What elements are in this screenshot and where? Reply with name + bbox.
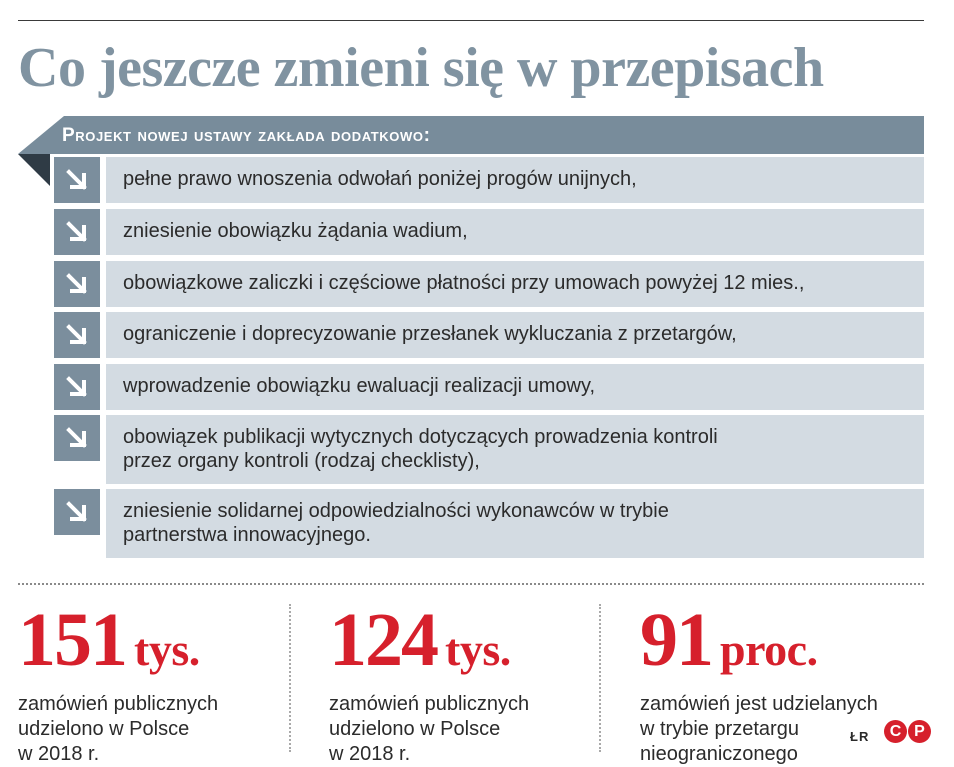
stat-desc-line: zamówień publicznych [329,693,530,715]
list-item [54,489,924,558]
banner-label: Projekt nowej ustawy zakłada dodatkowo: [62,125,431,146]
arrow-down-right-icon [54,364,100,410]
list-item-line: partnerstwa innowacyjnego. [123,524,371,546]
list-item [54,415,924,484]
stat-block [329,600,529,767]
stat-description [640,692,878,767]
stat-number-row [640,600,878,690]
stat-block [640,600,878,767]
stat-description [18,692,218,767]
list-item-text [106,489,924,558]
list-item-text: ograniczenie i doprecyzowanie przesłanek wykluczania z przetargów, [106,312,924,358]
stat-number-row [329,600,529,690]
logo-letter: C [884,720,907,743]
stat-unit: proc. [720,624,818,675]
stat-number: 124 [329,598,437,682]
list-item-line: zniesienie solidarnej odpowiedzialności wykonawców w trybie [123,500,669,522]
stat-number: 91 [640,598,712,682]
list-item-text: obowiązkowe zaliczki i częściowe płatności przy umowach powyżej 12 mies., [106,261,924,307]
publisher-logo [884,720,932,748]
top-rule [18,20,924,21]
arrow-down-right-icon [54,261,100,307]
stat-number-row [18,600,218,690]
list-item [54,209,924,255]
stat-block [18,600,218,767]
stat-desc-line: w 2018 r. [18,743,100,765]
list-item-line: przez organy kontroli (rodzaj checklisty), [123,450,480,472]
stat-description [329,692,529,767]
arrow-down-right-icon [54,489,100,535]
list-item-text: zniesienie obowiązku żądania wadium, [106,209,924,255]
list-item [54,312,924,358]
author-credit: ŁR [850,729,870,744]
stat-divider [289,604,291,752]
list-item-text: pełne prawo wnoszenia odwołań poniżej progów unijnych, [106,157,924,203]
stat-desc-line: nieograniczonego [640,743,798,765]
stat-unit: tys. [445,624,511,675]
arrow-down-right-icon [54,209,100,255]
list-item-line: obowiązek publikacji wytycznych dotyczących prowadzenia kontroli [123,426,718,448]
list-item [54,261,924,307]
stat-desc-line: w 2018 r. [329,743,411,765]
stat-unit: tys. [134,624,200,675]
stat-desc-line: w trybie przetargu [640,718,799,740]
arrow-down-right-icon [54,312,100,358]
stat-desc-line: zamówień publicznych [18,693,219,715]
arrow-down-right-icon [54,415,100,461]
list-item-text [106,415,924,484]
stat-number: 151 [18,598,126,682]
stat-divider [599,604,601,752]
list-item [54,157,924,203]
section-divider [18,583,924,585]
list-item [54,364,924,410]
list-item-text: wprowadzenie obowiązku ewaluacji realizacji umowy, [106,364,924,410]
stat-desc-line: udzielono w Polsce [18,718,190,740]
stat-desc-line: udzielono w Polsce [329,718,501,740]
logo-letter: P [908,720,931,743]
banner-fold [18,154,50,186]
page-title: Co jeszcze zmieni się w przepisach [18,37,824,99]
stat-desc-line: zamówień jest udzielanych [640,693,878,715]
arrow-down-right-icon [54,157,100,203]
